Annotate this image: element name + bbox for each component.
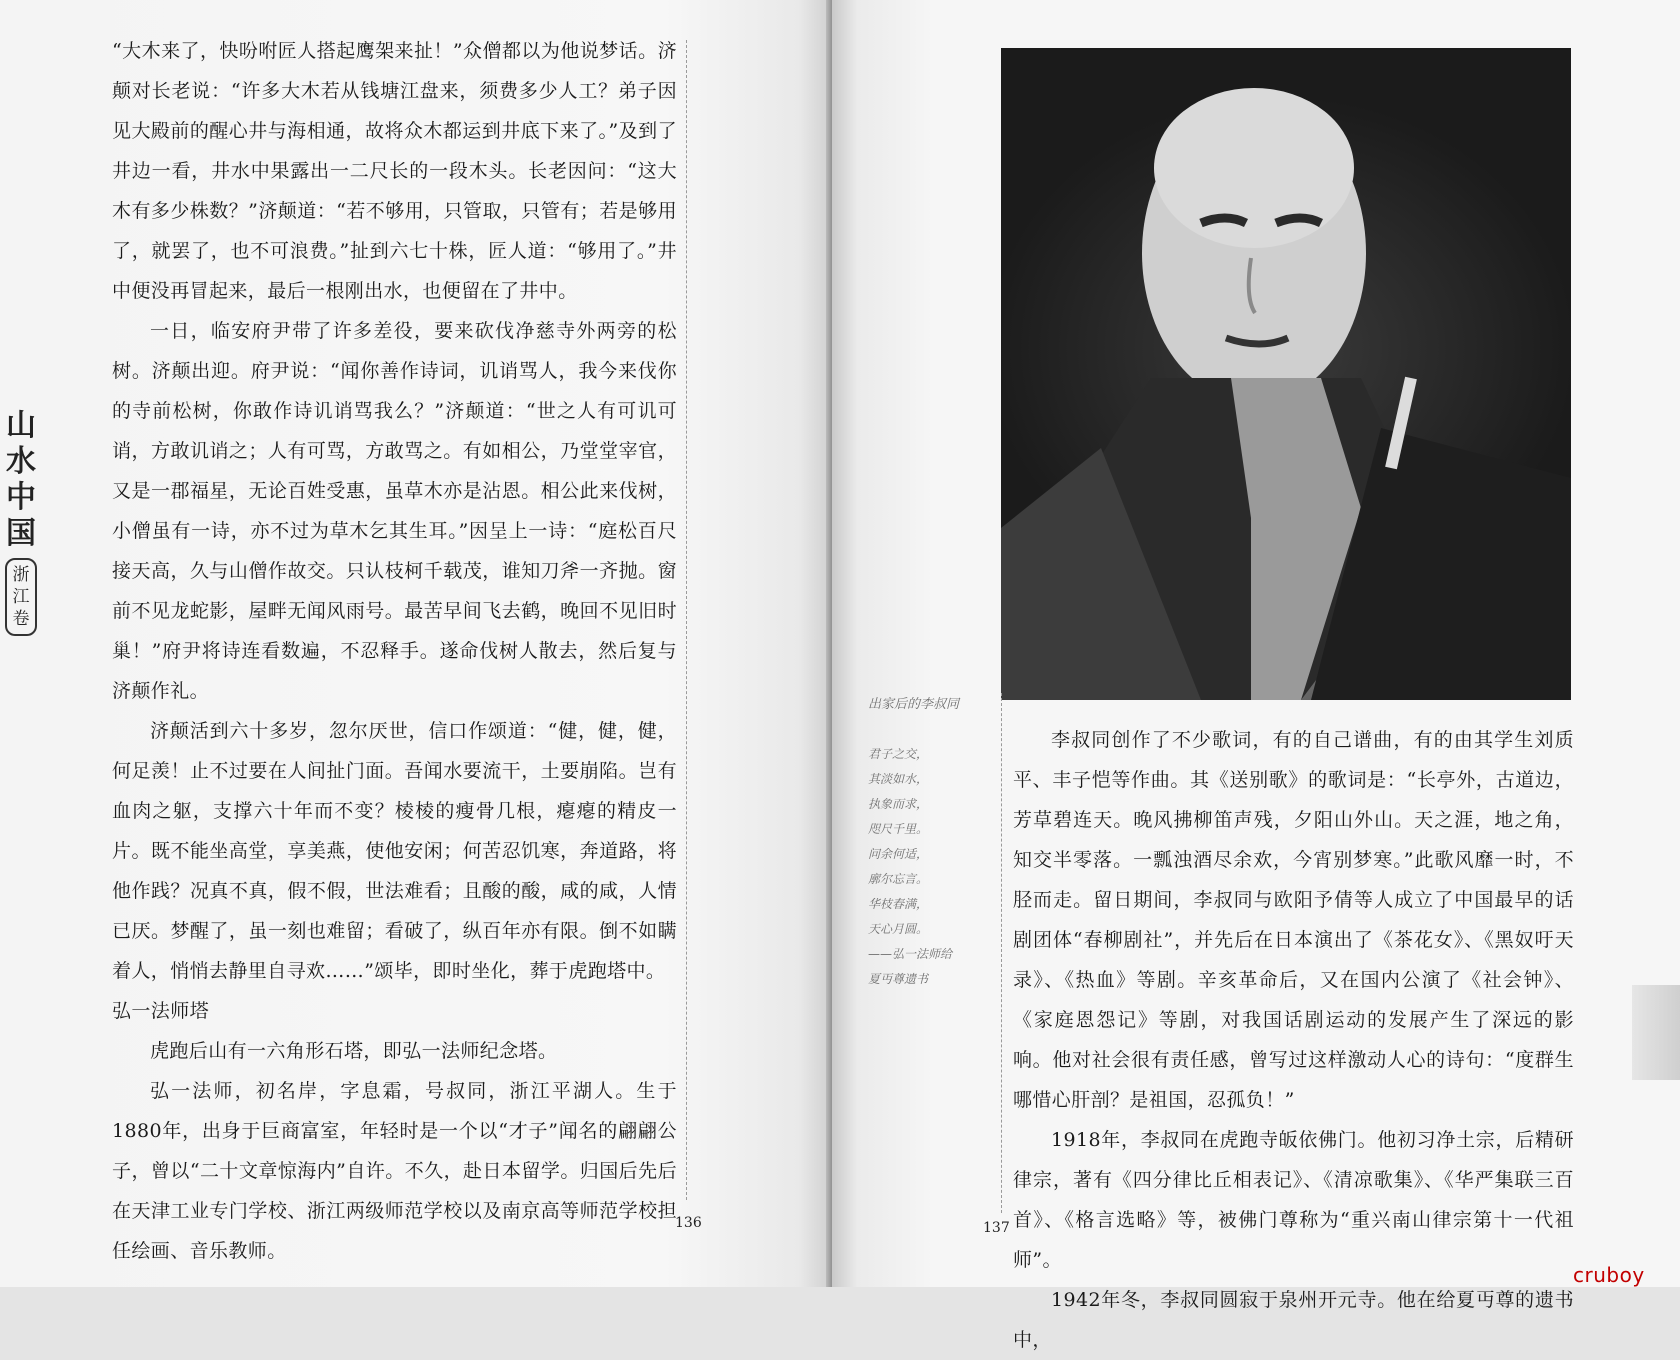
caption-line: 问余何适， bbox=[868, 847, 929, 861]
paragraph: 1942年冬，李叔同圆寂于泉州开元寺。他在给夏丏尊的遗书中， bbox=[1013, 1289, 1574, 1351]
portrait-photo bbox=[1001, 48, 1571, 700]
paragraph: 济颠活到六十多岁，忽尔厌世，信口作颂道：“健，健，健，何足羡！止不过要在人间扯门面。吾闻水要流干，土要崩陷。岂有血肉之躯，支撑六十年而不变？棱棱的瘦骨几根，瘪瘪的精皮一片。既不能坐高堂，享美燕，使他安闲；何苦忍饥寒，奔道路，将他作践？况真不真，假不假，世法难看；且酸的酸，咸的咸，人情已厌。梦醒了，虽一刻也难留；看破了，纵百年亦有限。倒不如瞒着人，悄悄去静里自寻欢……”颂毕，即时坐化，葬于虎跑塔中。 bbox=[112, 720, 677, 982]
left-page bbox=[0, 0, 832, 1287]
caption-line: 其淡如水， bbox=[868, 772, 929, 786]
section-heading: 弘一法师塔 bbox=[112, 1000, 210, 1022]
book-series-seal bbox=[2, 408, 40, 636]
caption-line: ——弘一法师给 bbox=[868, 947, 953, 961]
page-number: 136 bbox=[675, 1215, 702, 1231]
paragraph: 弘一法师，初名岸，字息霜，号叔同，浙江平湖人。生于1880年，出身于巨商富室，年轻时是一个以“才子”闻名的翩翩公子，曾以“二十文章惊海内”自许。不久，赴日本留学。归国后先后在天津工业专门学校、浙江两级师范学校以及南京高等师范学校担任绘画、音乐教师。 bbox=[112, 1080, 677, 1262]
photo-caption bbox=[868, 693, 978, 992]
caption-title: 出家后的李叔同 bbox=[868, 697, 960, 712]
left-body-text bbox=[112, 31, 677, 1271]
page-number: 137 bbox=[983, 1220, 1010, 1236]
paragraph: “大木来了，快吩咐匠人搭起鹰架来扯！”众僧都以为他说梦话。济颠对长老说：“许多大木若从钱塘江盘来，须费多少人工？弟子因见大殿前的醒心井与海相通，故将众木都运到井底下来了。”及到了井边一看，井水中果露出一二尺长的一段木头。长老因问：“这大木有多少株数？”济颠道：“若不够用，只管取，只管有；若是够用了，就罢了，也不可浪费。”扯到六七十株，匠人道：“够用了。”井中便没再冒起来，最后一根刚出水，也便留在了井中。 bbox=[112, 40, 677, 302]
paragraph: 虎跑后山有一六角形石塔，即弘一法师纪念塔。 bbox=[150, 1040, 558, 1062]
margin-rule bbox=[1001, 693, 1002, 1213]
caption-line: 君子之交， bbox=[868, 747, 929, 761]
series-title: 山水中国 bbox=[6, 408, 36, 551]
series-volume: 浙江卷 bbox=[5, 558, 37, 636]
portrait-illustration bbox=[1001, 48, 1571, 700]
caption-line: 华枝春满， bbox=[868, 897, 929, 911]
caption-line: 咫尺千里。 bbox=[868, 822, 929, 836]
paragraph: 李叔同创作了不少歌词，有的自己谱曲，有的由其学生刘质平、丰子恺等作曲。其《送别歌》的歌词是：“长亭外，古道边，芳草碧连天。晚风拂柳笛声残，夕阳山外山。天之涯，地之角，知交半零落。一瓢浊酒尽余欢，今宵别梦寒。”此歌风靡一时，不胫而走。留日期间，李叔同与欧阳予倩等人成立了中国最早的话剧团体“春柳剧社”，并先后在日本演出了《茶花女》、《黑奴吁天录》、《热血》等剧。辛亥革命后，又在国内公演了《社会钟》、《家庭恩怨记》等剧，对我国话剧运动的发展产生了深远的影响。他对社会很有责任感，曾写过这样激动人心的诗句：“度群生哪惜心肝剖？是祖国，忍孤负！” bbox=[1013, 729, 1574, 1111]
watermark: cruboy bbox=[1573, 1263, 1645, 1287]
margin-rule bbox=[686, 40, 687, 1200]
caption-line: 天心月圆。 bbox=[868, 922, 929, 936]
caption-line: 执象而求， bbox=[868, 797, 929, 811]
right-body-text bbox=[1013, 720, 1574, 1360]
caption-poem bbox=[868, 742, 978, 992]
paragraph: 1918年，李叔同在虎跑寺皈依佛门。他初习净土宗，后精研律宗，著有《四分律比丘相表记》、《清凉歌集》、《华严集联三百首》、《格言选略》等，被佛门尊称为“重兴南山律宗第十一代祖师”。 bbox=[1013, 1129, 1574, 1271]
page-edge-tab bbox=[1632, 985, 1680, 1080]
caption-line: 廓尔忘言。 bbox=[868, 872, 929, 886]
paragraph: 一日，临安府尹带了许多差役，要来砍伐净慈寺外两旁的松树。济颠出迎。府尹说：“闻你善作诗词，讥诮骂人，我今来伐你的寺前松树，你敢作诗讥诮骂我么？”济颠道：“世之人有可讥可诮，方敢讥诮之；人有可骂，方敢骂之。有如相公，乃堂堂宰官，又是一郡福星，无论百姓受惠，虽草木亦是沾恩。相公此来伐树，小僧虽有一诗，亦不过为草木乞其生耳。”因呈上一诗：“庭松百尺接天高，久与山僧作故交。只认枝柯千载茂，谁知刀斧一齐抛。窗前不见龙蛇影，屋畔无闻风雨号。最苦早间飞去鹤，晚回不见旧时巢！”府尹将诗连看数遍，不忍释手。遂命伐树人散去，然后复与济颠作礼。 bbox=[112, 320, 677, 702]
caption-line: 夏丏尊遗书 bbox=[868, 972, 929, 986]
